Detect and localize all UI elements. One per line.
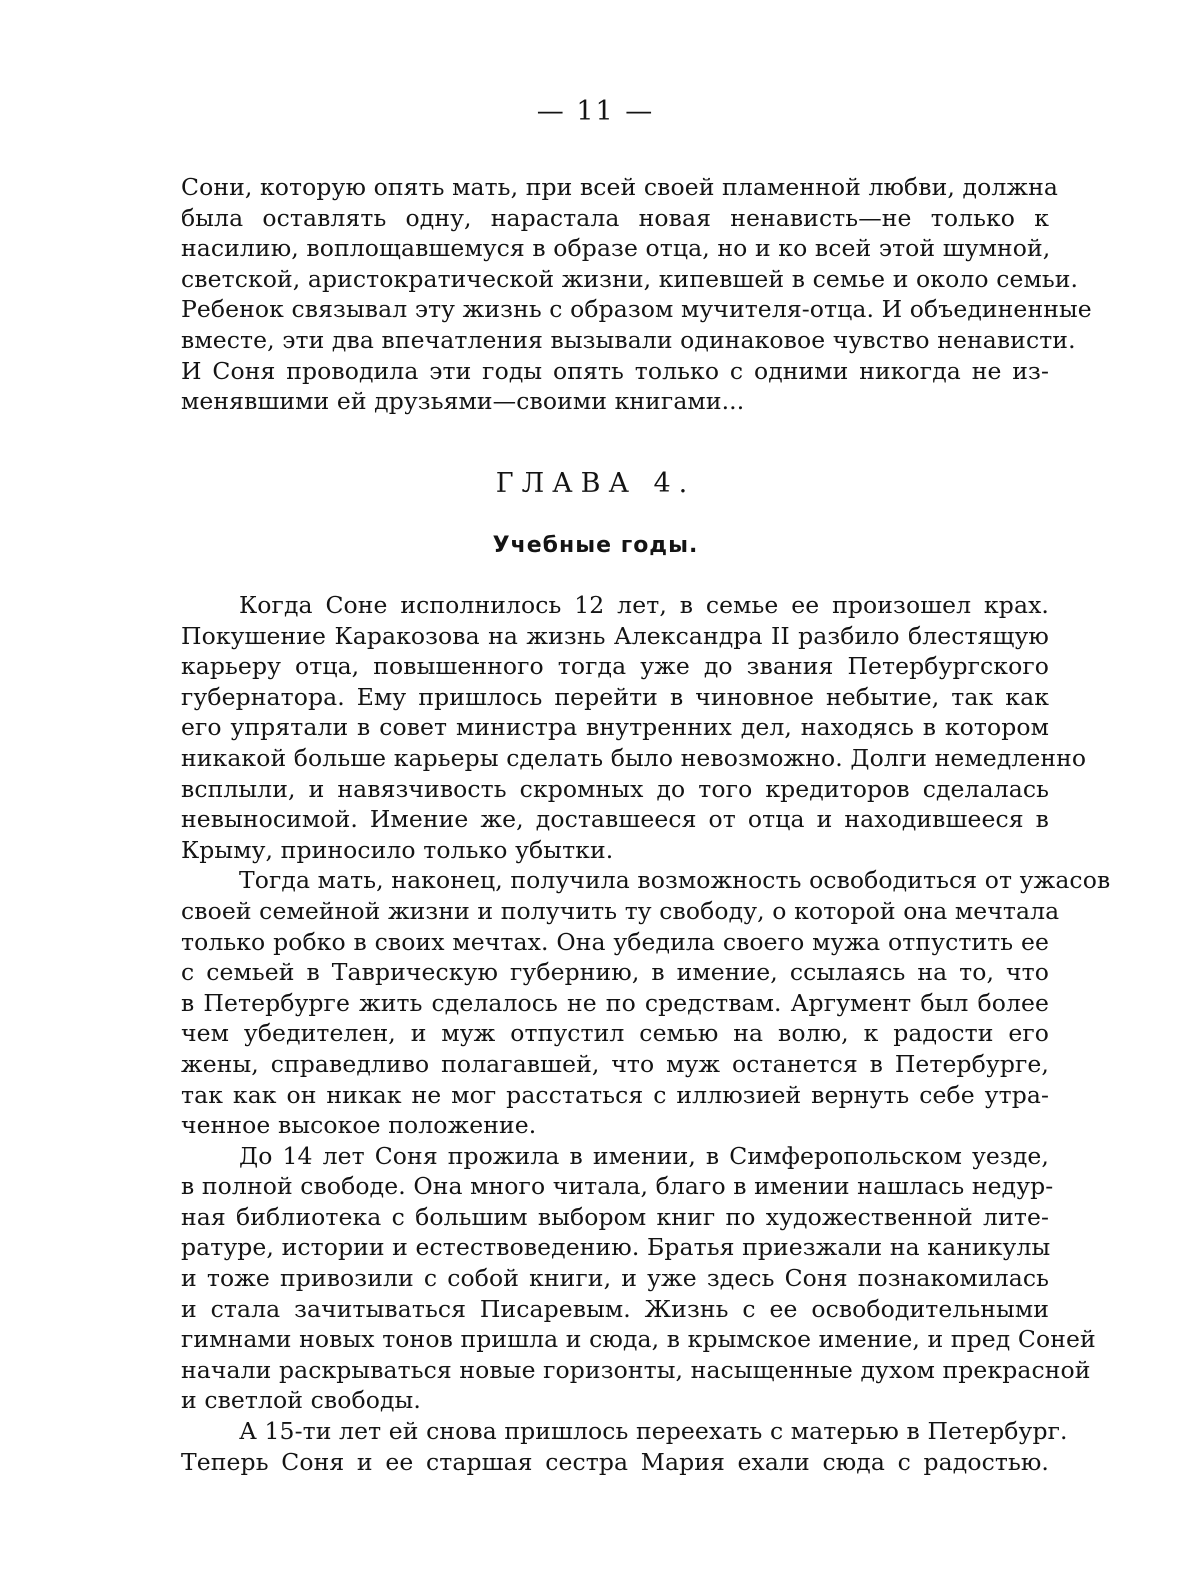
text-line: только робко в своих мечтах. Она убедила своего мужа отпустить ее bbox=[181, 927, 1049, 956]
text-line: вместе, эти два впечатления вызывали одинаковое чувство ненависти. bbox=[181, 325, 1076, 354]
text-line: Сони, которую опять мать, при всей своей пламенной любви, должна bbox=[181, 173, 1058, 201]
text-line: так как он никак не мог расстаться с иллюзией вернуть себе утра- bbox=[181, 1080, 1049, 1109]
text-line: начали раскрываться новые горизонты, насыщенные духом прекрасной bbox=[181, 1355, 1091, 1384]
text-line: и стала зачитываться Писаревым. Жизнь с ее освободительными bbox=[181, 1294, 1049, 1323]
text-line: А 15-ти лет ей снова пришлось переехать с матерью в Петербург. bbox=[239, 1417, 1068, 1446]
text-line: губернатора. Ему пришлось перейти в чиновное небытие, так как bbox=[181, 682, 1049, 711]
text-line: с семьей в Таврическую губернию, в имение, ссылаясь на то, что bbox=[181, 958, 1049, 987]
text-line: Теперь Соня и ее старшая сестра Мария ехали сюда с радостью. bbox=[181, 1447, 1049, 1476]
text-line: его упрятали в совет министра внутренних дел, находясь в котором bbox=[181, 713, 1049, 742]
text-line: светской, аристократической жизни, кипевшей в семье и около семьи. bbox=[181, 264, 1079, 293]
intro-paragraph bbox=[181, 172, 1092, 417]
text-line: в Петербурге жить сделалось не по средствам. Аргумент был более bbox=[181, 988, 1049, 1017]
text-line: И Соня проводила эти годы опять только с одними никогда не из- bbox=[181, 356, 1049, 385]
chapter-subtitle: Учебные годы. bbox=[492, 533, 699, 558]
text-line: Когда Соне исполнилось 12 лет, в семье ее произошел крах. bbox=[239, 591, 1049, 619]
text-line: и светлой свободы. bbox=[181, 1386, 421, 1415]
chapter-title: ГЛАВА 4. bbox=[495, 468, 696, 499]
text-line: До 14 лет Соня прожила в имении, в Симферопольском уезде, bbox=[239, 1141, 1049, 1170]
text-line: была оставлять одну, нарастала новая ненависть—не только к bbox=[181, 203, 1049, 232]
text-line: гимнами новых тонов пришла и сюда, в крымское имение, и пред Соней bbox=[181, 1325, 1096, 1354]
text-line: менявшими ей друзьями—своими книгами... bbox=[181, 387, 745, 416]
text-line: карьеру отца, повышенного тогда уже до звания Петербургского bbox=[181, 652, 1049, 681]
text-line: ченное высокое положение. bbox=[181, 1111, 537, 1140]
text-line: и тоже привозили с собой книги, и уже здесь Соня познакомилась bbox=[181, 1264, 1049, 1293]
text-line: в полной свободе. Она много читала, благо в имении нашлась недур- bbox=[181, 1172, 1054, 1201]
chapter-body bbox=[181, 590, 1111, 1477]
text-line: никакой больше карьеры сделать было невозможно. Долги немедленно bbox=[181, 743, 1087, 772]
page-number: — 11 — bbox=[536, 96, 655, 127]
text-line: жены, справедливо полагавшей, что муж останется в Петербурге, bbox=[181, 1049, 1049, 1078]
text-line: ная библиотека с большим выбором книг по художественной лите- bbox=[181, 1202, 1049, 1231]
text-line: насилию, воплощавшемуся в образе отца, но и ко всей этой шумной, bbox=[181, 234, 1051, 263]
text-line: Покушение Каракозова на жизнь Александра II разбило блестящую bbox=[181, 621, 1049, 650]
text-line: ратуре, истории и естествоведению. Братья приезжали на каникулы bbox=[181, 1233, 1051, 1262]
text-line: всплыли, и навязчивость скромных до того кредиторов сделалась bbox=[181, 774, 1049, 803]
text-line: своей семейной жизни и получить ту свободу, о которой она мечтала bbox=[181, 896, 1060, 925]
text-line: Крыму, приносило только убытки. bbox=[181, 835, 614, 864]
text-line: Ребенок связывал эту жизнь с образом мучителя-отца. И объединенные bbox=[181, 295, 1092, 324]
text-line: чем убедителен, и муж отпустил семью на волю, к радости его bbox=[181, 1019, 1049, 1048]
text-line: Тогда мать, наконец, получила возможность освободиться от ужасов bbox=[239, 866, 1111, 895]
text-line: невыносимой. Имение же, доставшееся от отца и находившееся в bbox=[181, 805, 1049, 834]
